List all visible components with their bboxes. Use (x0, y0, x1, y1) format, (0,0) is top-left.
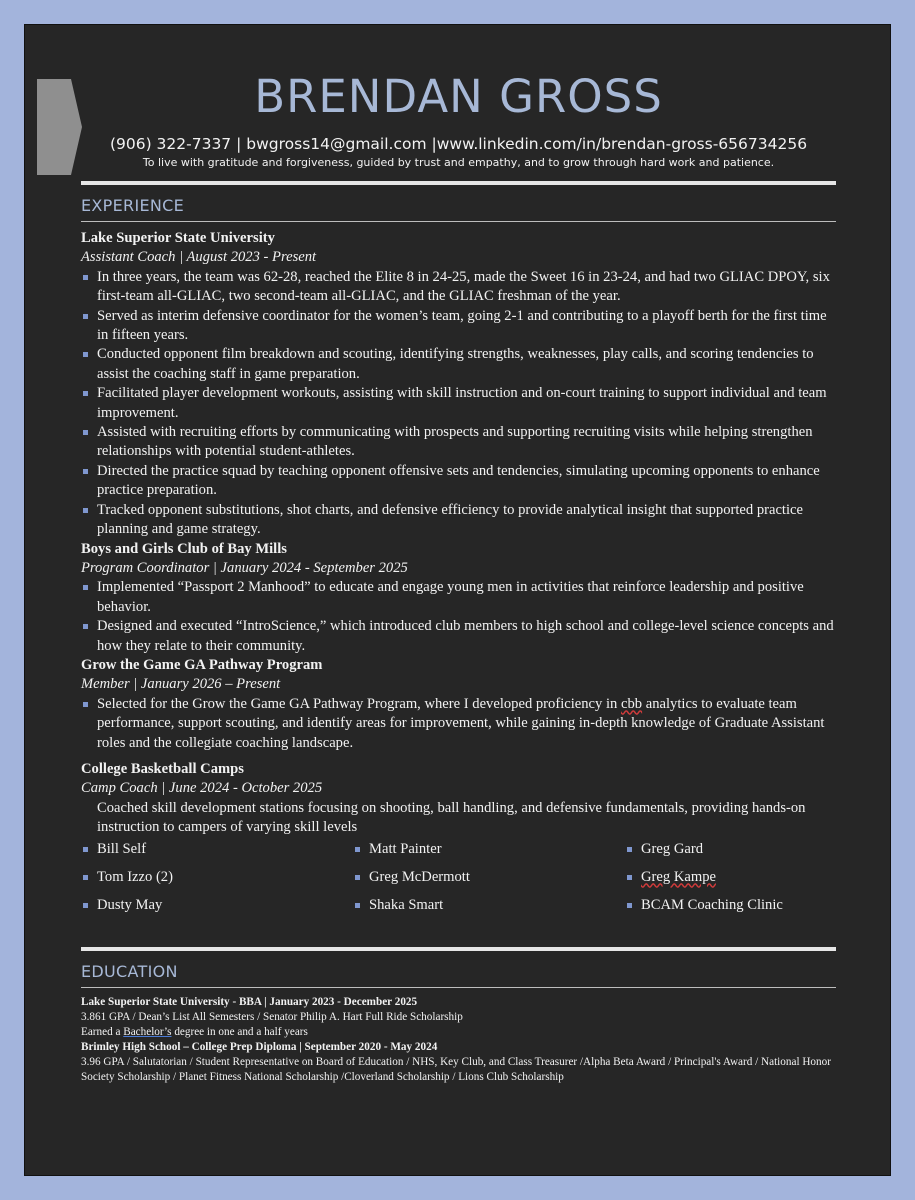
resume-page (24, 24, 891, 1176)
list-item: In three years, the team was 62-28, reached the Elite 8 in 24-25, made the Sweet 16 in 23-24, and had two GLIAC DPOY, six first-team all-GLIAC, two second-team all-GLIAC, and the GLIAC freshman of the year. (81, 268, 841, 307)
list-item: Directed the practice squad by teaching opponent offensive sets and tendencies, simulating upcoming opponents to enhance practice preparation. (81, 462, 841, 501)
job-bullets (81, 695, 841, 753)
job-bullets (81, 578, 841, 656)
job-role: Program Coordinator | January 2024 - September 2025 (81, 559, 408, 576)
education-detail: 3.861 GPA / Dean’s List All Semesters / Senator Philip A. Hart Full Ride Scholarship (81, 1011, 463, 1023)
education-heading-line: Lake Superior State University - BBA | January 2023 - December 2025 (81, 996, 418, 1008)
camp-item: Dusty May (81, 896, 353, 915)
camp-item: Greg Gard (625, 840, 841, 859)
camp-item: Bill Self (81, 840, 353, 859)
experience-underline (81, 221, 836, 222)
camp-item: Shaka Smart (353, 896, 625, 915)
job-description: Coached skill development stations focusing on shooting, ball handling, and defensive fundamentals, providing hands-on instruction to campers of varying skill levels (97, 799, 806, 836)
job-role: Camp Coach | June 2024 - October 2025 (81, 780, 323, 797)
job-role: Assistant Coach | August 2023 - Present (81, 249, 317, 266)
job-organization: Grow the Game GA Pathway Program (81, 656, 323, 673)
job-bullets (81, 268, 841, 540)
camp-item: BCAM Coaching Clinic (625, 896, 841, 915)
job-role: Member | January 2026 – Present (81, 676, 281, 693)
job-organization: College Basketball Camps (81, 760, 244, 777)
education-section (81, 995, 841, 1085)
list-item: Designed and executed “IntroScience,” which introduced club members to high school and college-level science concepts and how they relate to their community. (81, 617, 841, 656)
list-item: Facilitated player development workouts, assisting with skill instruction and on-court training to support individual and team improvement. (81, 384, 841, 423)
camp-item: Matt Painter (353, 840, 625, 859)
list-item: Selected for the Grow the Game GA Pathway Program, where I developed proficiency in cbb analytics to evaluate team performance, support scouting, and identify areas for improvement, while gaining in-depth knowledge of Graduate Assistant roles and the collegiate coaching landscape. (81, 695, 841, 753)
section-divider (81, 947, 836, 951)
camp-item: Greg Kampe (625, 868, 841, 887)
experience-section (81, 229, 841, 915)
camp-item: Tom Izzo (2) (81, 868, 353, 887)
job-organization: Lake Superior State University (81, 230, 275, 246)
camp-item: Greg McDermott (353, 868, 625, 887)
personal-motto: To live with gratitude and forgiveness, guided by trust and empathy, and to grow through hard work and patience. (142, 156, 775, 169)
education-heading-line: Brimley High School – College Prep Diploma | September 2020 - May 2024 (81, 1041, 438, 1053)
education-detail: 3.96 GPA / Salutatorian / Student Representative on Board of Education / NHS, Key Club, and Class Treasurer /Alpha Beta Award / Principal's Award / National Honor Society Scholarship / Planet Fitness National Scholarship /Cloverland Scholarship / Lions Club Scholarship (81, 1056, 831, 1083)
list-item: Implemented “Passport 2 Manhood” to educate and engage young men in activities that reinforce leadership and positive behavior. (81, 578, 841, 617)
education-heading: EDUCATION (81, 962, 178, 981)
education-detail: Earned a Bachelor’s degree in one and a half years (81, 1026, 308, 1038)
camp-list (81, 840, 841, 915)
underlined-word: Bachelor’s (123, 1026, 172, 1038)
candidate-name: BRENDAN GROSS (254, 70, 663, 123)
job-organization: Boys and Girls Club of Bay Mills (81, 540, 287, 557)
spellcheck-flagged-word: cbb (621, 695, 643, 712)
list-item: Tracked opponent substitutions, shot charts, and defensive efficiency to provide analytical insight that supported practice planning and game strategy. (81, 501, 841, 540)
list-item: Served as interim defensive coordinator for the women’s team, going 2-1 and contributing to a playoff berth for the first time in fifteen years. (81, 307, 841, 346)
list-item: Conducted opponent film breakdown and scouting, identifying strengths, weaknesses, play calls, and scoring tendencies to assist the coaching staff in game preparation. (81, 345, 841, 384)
list-item: Assisted with recruiting efforts by communicating with prospects and supporting recruiting visits while helping strengthen relationships with potential student-athletes. (81, 423, 841, 462)
contact-line: (906) 322-7337 | bwgross14@gmail.com |www.linkedin.com/in/brendan-gross-656734256 (109, 135, 808, 153)
header-divider (81, 181, 836, 185)
experience-heading: EXPERIENCE (81, 196, 185, 215)
education-underline (81, 987, 836, 988)
